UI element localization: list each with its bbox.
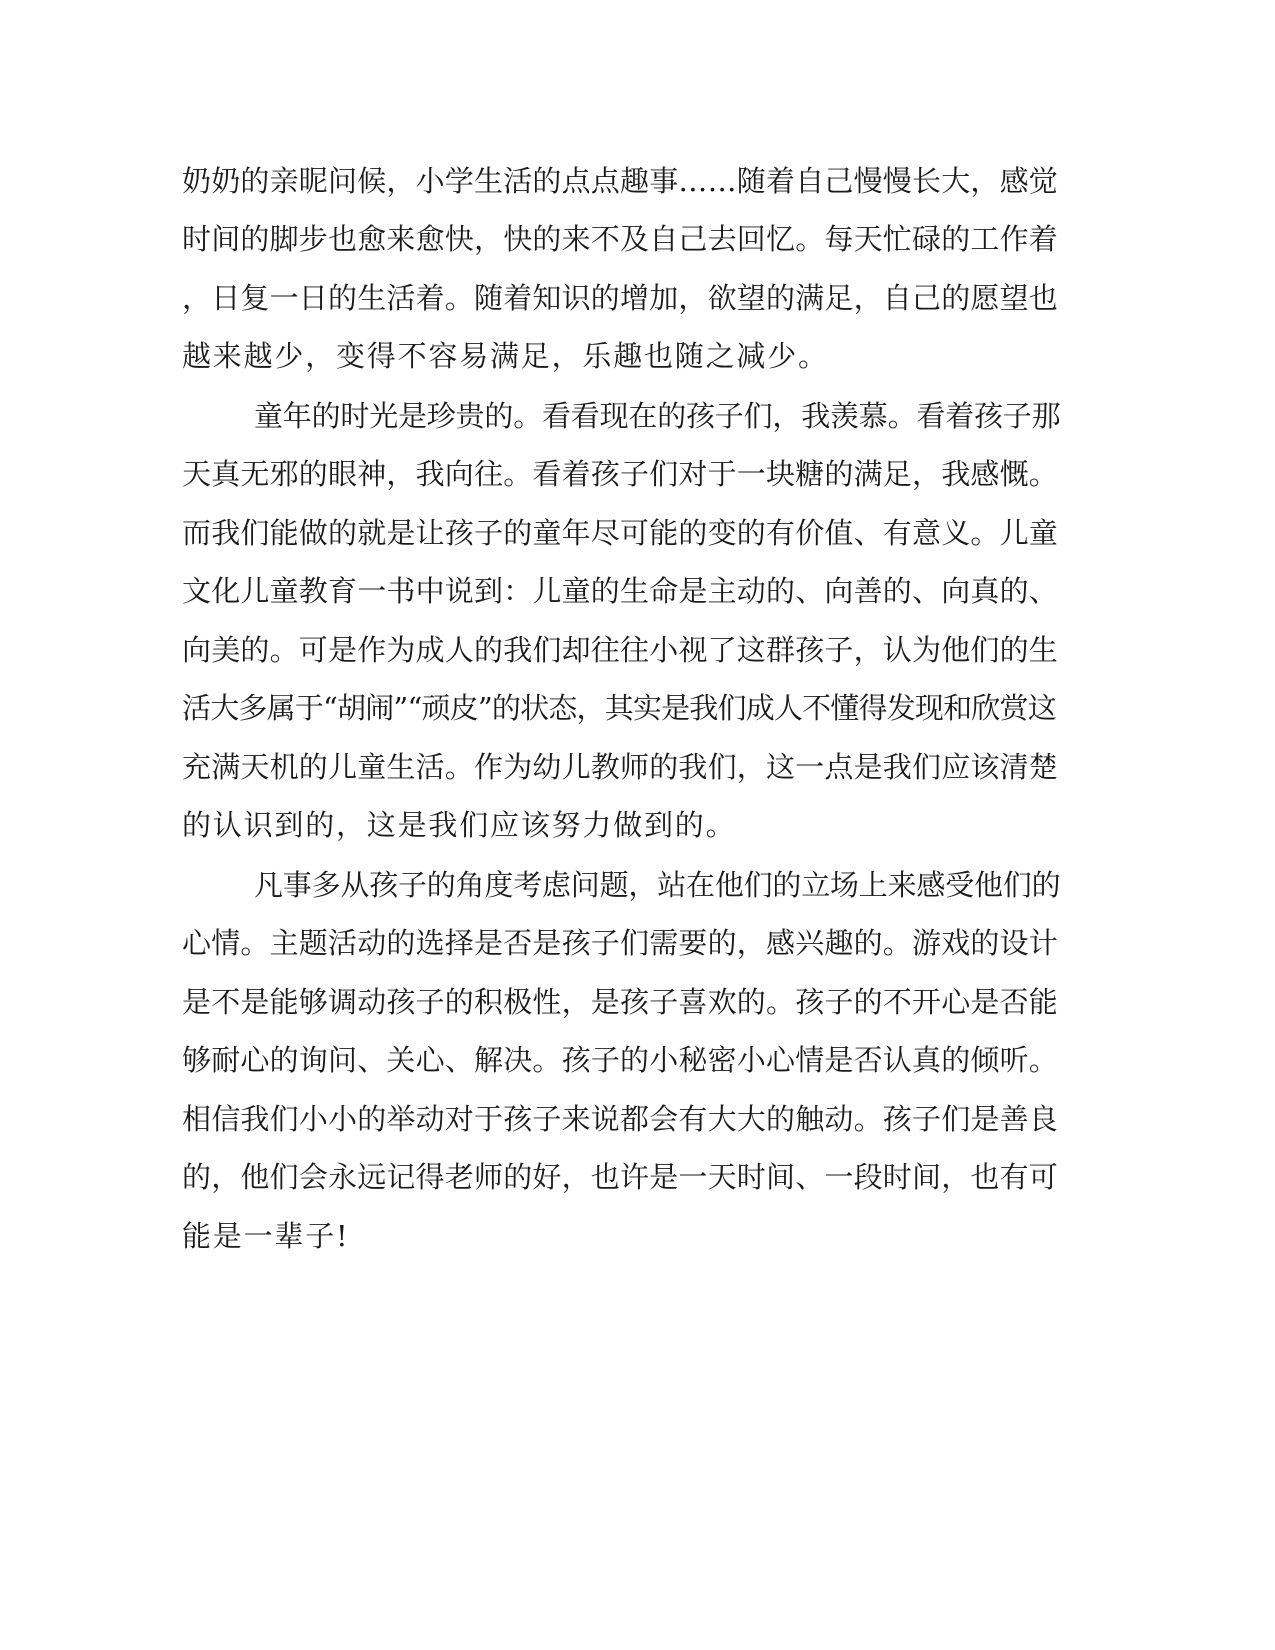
paragraph-2-line-8: 的认识到的，这是我们应该努力做到的。 [182,808,737,842]
paragraph-2-line-1: 童年的时光是珍贵的。看看现在的孩子们，我羡慕。看着孩子那 [254,399,1061,433]
paragraph-3-line-7: 能是一辈子! [182,1219,350,1253]
paragraph-3-line-3: 是不是能够调动孩子的积极性，是孩子喜欢的。孩子的不开心是否能 [182,985,1059,1019]
paragraph-2-line-2: 天真无邪的眼神，我向往。看着孩子们对于一块糖的满足，我感慨。 [182,457,1059,491]
paragraph-3-line-4: 够耐心的询问、关心、解决。孩子的小秘密小心情是否认真的倾听。 [182,1043,1059,1077]
paragraph-2-line-6: 活大多属于“胡闹”“顽皮”的状态，其实是我们成人不懂得发现和欣赏这 [182,691,1056,725]
paragraph-2-line-7: 充满天机的儿童生活。作为幼儿教师的我们，这一点是我们应该清楚 [182,750,1059,784]
paragraph-2-line-3: 而我们能做的就是让孩子的童年尽可能的变的有价值、有意义。儿童 [182,516,1059,550]
paragraph-2-line-5: 向美的。可是作为成人的我们却往往小视了这群孩子，认为他们的生 [182,633,1059,667]
paragraph-3-line-6: 的，他们会永远记得老师的好，也许是一天时间、一段时间，也有可 [182,1160,1059,1194]
paragraph-3-line-2: 心情。主题活动的选择是否是孩子们需要的，感兴趣的。游戏的设计 [182,926,1059,960]
paragraph-1-line-1: 奶奶的亲昵问候，小学生活的点点趣事……随着自己慢慢长大，感觉 [182,164,1059,198]
paragraph-2-line-4: 文化儿童教育一书中说到：儿童的生命是主动的、向善的、向真的、 [182,574,1059,608]
paragraph-3-line-1: 凡事多从孩子的角度考虑问题，站在他们的立场上来感受他们的 [254,868,1061,902]
paragraph-1-line-4: 越来越少，变得不容易满足，乐趣也随之减少。 [182,339,829,373]
paragraph-1-line-3: ，日复一日的生活着。随着知识的增加，欲望的满足，自己的愿望也 [182,281,1059,315]
paragraph-1-line-2: 时间的脚步也愈来愈快，快的来不及自己去回忆。每天忙碌的工作着 [182,222,1059,256]
paragraph-3-line-5: 相信我们小小的举动对于孩子来说都会有大大的触动。孩子们是善良 [182,1102,1059,1136]
